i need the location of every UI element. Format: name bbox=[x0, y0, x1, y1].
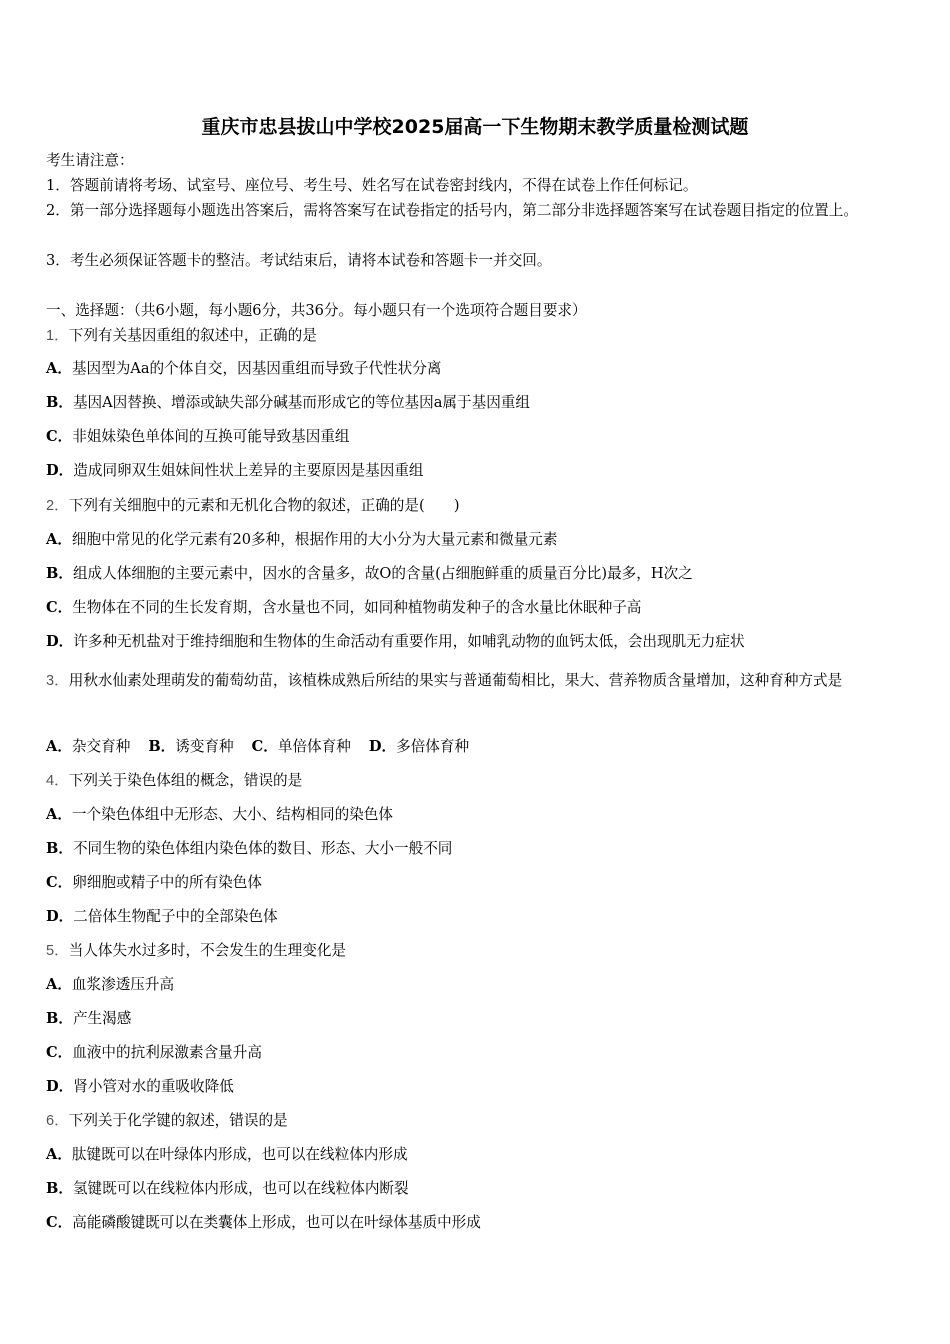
option-text: 产生渴感 bbox=[72, 1010, 132, 1027]
question-5-option-c bbox=[46, 1044, 262, 1062]
question-number: 5． bbox=[46, 943, 69, 959]
option-letter: B． bbox=[46, 1180, 73, 1197]
option-letter: D． bbox=[46, 633, 74, 650]
question-2-option-d bbox=[46, 633, 745, 651]
question-stem: 下列有关细胞中的元素和无机化合物的叙述，正确的是( ) bbox=[68, 497, 460, 514]
option-text: 非姐妹染色单体间的互换可能导致基因重组 bbox=[72, 428, 350, 445]
option-text: 造成同卵双生姐妹间性状上差异的主要原因是基因重组 bbox=[73, 462, 424, 479]
option-letter: A． bbox=[46, 976, 72, 993]
question-stem: 下列有关基因重组的叙述中，正确的是 bbox=[68, 327, 317, 344]
question-4-option-a bbox=[46, 806, 393, 824]
option-text: 组成人体细胞的主要元素中，因水的含量多，故O的含量(占细胞鲜重的质量百分比)最多，H次之 bbox=[72, 565, 693, 582]
question-1-option-a bbox=[46, 360, 441, 378]
question-number: 3． bbox=[46, 673, 69, 689]
option-letter: B． bbox=[46, 1010, 73, 1027]
question-number: 4． bbox=[46, 773, 69, 789]
question-3 bbox=[46, 664, 904, 698]
question-1 bbox=[46, 327, 317, 345]
option-text: 肽键既可以在叶绿体内形成，也可以在线粒体内形成 bbox=[71, 1146, 408, 1163]
question-4-option-d bbox=[46, 908, 278, 926]
option-letter: C． bbox=[251, 738, 278, 755]
option-text: 基因型为Aa的个体自交，因基因重组而导致子代性状分离 bbox=[71, 360, 442, 377]
question-4-option-c bbox=[46, 874, 262, 892]
question-stem: 下列关于染色体组的概念，错误的是 bbox=[68, 772, 303, 789]
question-6-option-b bbox=[46, 1180, 409, 1198]
option-text: 诱变育种 bbox=[175, 738, 234, 755]
option-letter: A． bbox=[46, 738, 72, 755]
exam-title: 重庆市忠县拔山中学校2025届高一下生物期末教学质量检测试题 bbox=[201, 116, 749, 138]
option-text: 卵细胞或精子中的所有染色体 bbox=[72, 874, 262, 891]
option-text: 氢键既可以在线粒体内形成，也可以在线粒体内断裂 bbox=[72, 1180, 409, 1197]
notice-item-3: 3．考生必须保证答题卡的整洁。考试结束后，请将本试卷和答题卡一并交回。 bbox=[46, 252, 552, 269]
question-5-option-d bbox=[46, 1078, 234, 1096]
option-letter: C． bbox=[46, 874, 73, 891]
question-1-option-b bbox=[46, 394, 530, 412]
question-2-option-b bbox=[46, 565, 693, 583]
option-letter: C． bbox=[46, 599, 73, 616]
option-text: 二倍体生物配子中的全部染色体 bbox=[73, 908, 278, 925]
question-5 bbox=[46, 942, 346, 960]
question-stem: 下列关于化学键的叙述，错误的是 bbox=[68, 1112, 288, 1129]
option-letter: B． bbox=[148, 738, 176, 755]
question-1-option-d bbox=[46, 462, 424, 480]
question-3-options bbox=[46, 738, 469, 756]
option-text: 杂交育种 bbox=[71, 738, 131, 755]
question-number: 6． bbox=[46, 1113, 69, 1129]
option-letter: B． bbox=[46, 394, 73, 411]
question-5-option-a bbox=[46, 976, 174, 994]
option-text: 多倍体育种 bbox=[396, 738, 470, 755]
question-2 bbox=[46, 497, 460, 515]
option-letter: C． bbox=[46, 1044, 73, 1061]
question-2-option-a bbox=[46, 531, 558, 549]
option-text: 单倍体育种 bbox=[277, 738, 351, 755]
question-stem: 用秋水仙素处理萌发的葡萄幼苗，该植株成熟后所结的果实与普通葡萄相比，果大、营养物质含量增加，这种育种方式是 bbox=[68, 672, 843, 689]
question-4 bbox=[46, 772, 302, 790]
notice-item-1: 1．答题前请将考场、试室号、座位号、考生号、姓名写在试卷密封线内，不得在试卷上作任何标记。 bbox=[46, 177, 698, 194]
option-letter: C． bbox=[46, 1214, 73, 1231]
option-letter: D． bbox=[46, 462, 74, 479]
option-letter: B． bbox=[46, 565, 73, 582]
option-text: 肾小管对水的重吸收降低 bbox=[73, 1078, 234, 1095]
question-number: 2． bbox=[46, 498, 69, 514]
option-text: 血浆渗透压升高 bbox=[71, 976, 175, 993]
option-letter: C． bbox=[46, 428, 73, 445]
option-letter: A． bbox=[46, 1146, 72, 1163]
option-text: 细胞中常见的化学元素有20多种，根据作用的大小分为大量元素和微量元素 bbox=[71, 531, 558, 548]
question-6-option-a bbox=[46, 1146, 408, 1164]
option-text: 不同生物的染色体组内染色体的数目、形态、大小一般不同 bbox=[72, 840, 453, 857]
section-heading: 一、选择题：（共6小题，每小题6分，共36分。每小题只有一个选项符合题目要求） bbox=[46, 302, 587, 319]
option-letter: A． bbox=[46, 531, 72, 548]
option-letter: A． bbox=[46, 806, 72, 823]
question-2-option-c bbox=[46, 599, 641, 617]
question-6 bbox=[46, 1112, 288, 1130]
notice-item-2: 2．第一部分选择题每小题选出答案后，需将答案写在试卷指定的括号内，第二部分非选择题答案写在试卷题目指定的位置上。 bbox=[46, 202, 858, 219]
option-text: 高能磷酸键既可以在类囊体上形成，也可以在叶绿体基质中形成 bbox=[72, 1214, 481, 1231]
option-letter: D． bbox=[46, 1078, 74, 1095]
option-letter: B． bbox=[46, 840, 73, 857]
question-6-option-c bbox=[46, 1214, 481, 1232]
option-text: 基因A因替换、增添或缺失部分碱基而形成它的等位基因a属于基因重组 bbox=[72, 394, 530, 411]
question-1-option-c bbox=[46, 428, 350, 446]
option-text: 生物体在不同的生长发育期，含水量也不同，如同种植物萌发种子的含水量比休眠种子高 bbox=[72, 599, 642, 616]
question-4-option-b bbox=[46, 840, 452, 858]
option-text: 一个染色体组中无形态、大小、结构相同的染色体 bbox=[71, 806, 393, 823]
option-letter: A． bbox=[46, 360, 72, 377]
notice-header: 考生请注意： bbox=[46, 152, 134, 169]
question-number: 1． bbox=[46, 328, 69, 344]
option-text: 血液中的抗利尿激素含量升高 bbox=[72, 1044, 262, 1061]
question-stem: 当人体失水过多时，不会发生的生理变化是 bbox=[68, 942, 347, 959]
question-5-option-b bbox=[46, 1010, 131, 1028]
option-text: 许多种无机盐对于维持细胞和生物体的生命活动有重要作用，如哺乳动物的血钙太低，会出现肌无力症状 bbox=[73, 633, 745, 650]
option-letter: D． bbox=[46, 908, 74, 925]
option-letter: D． bbox=[368, 738, 397, 755]
